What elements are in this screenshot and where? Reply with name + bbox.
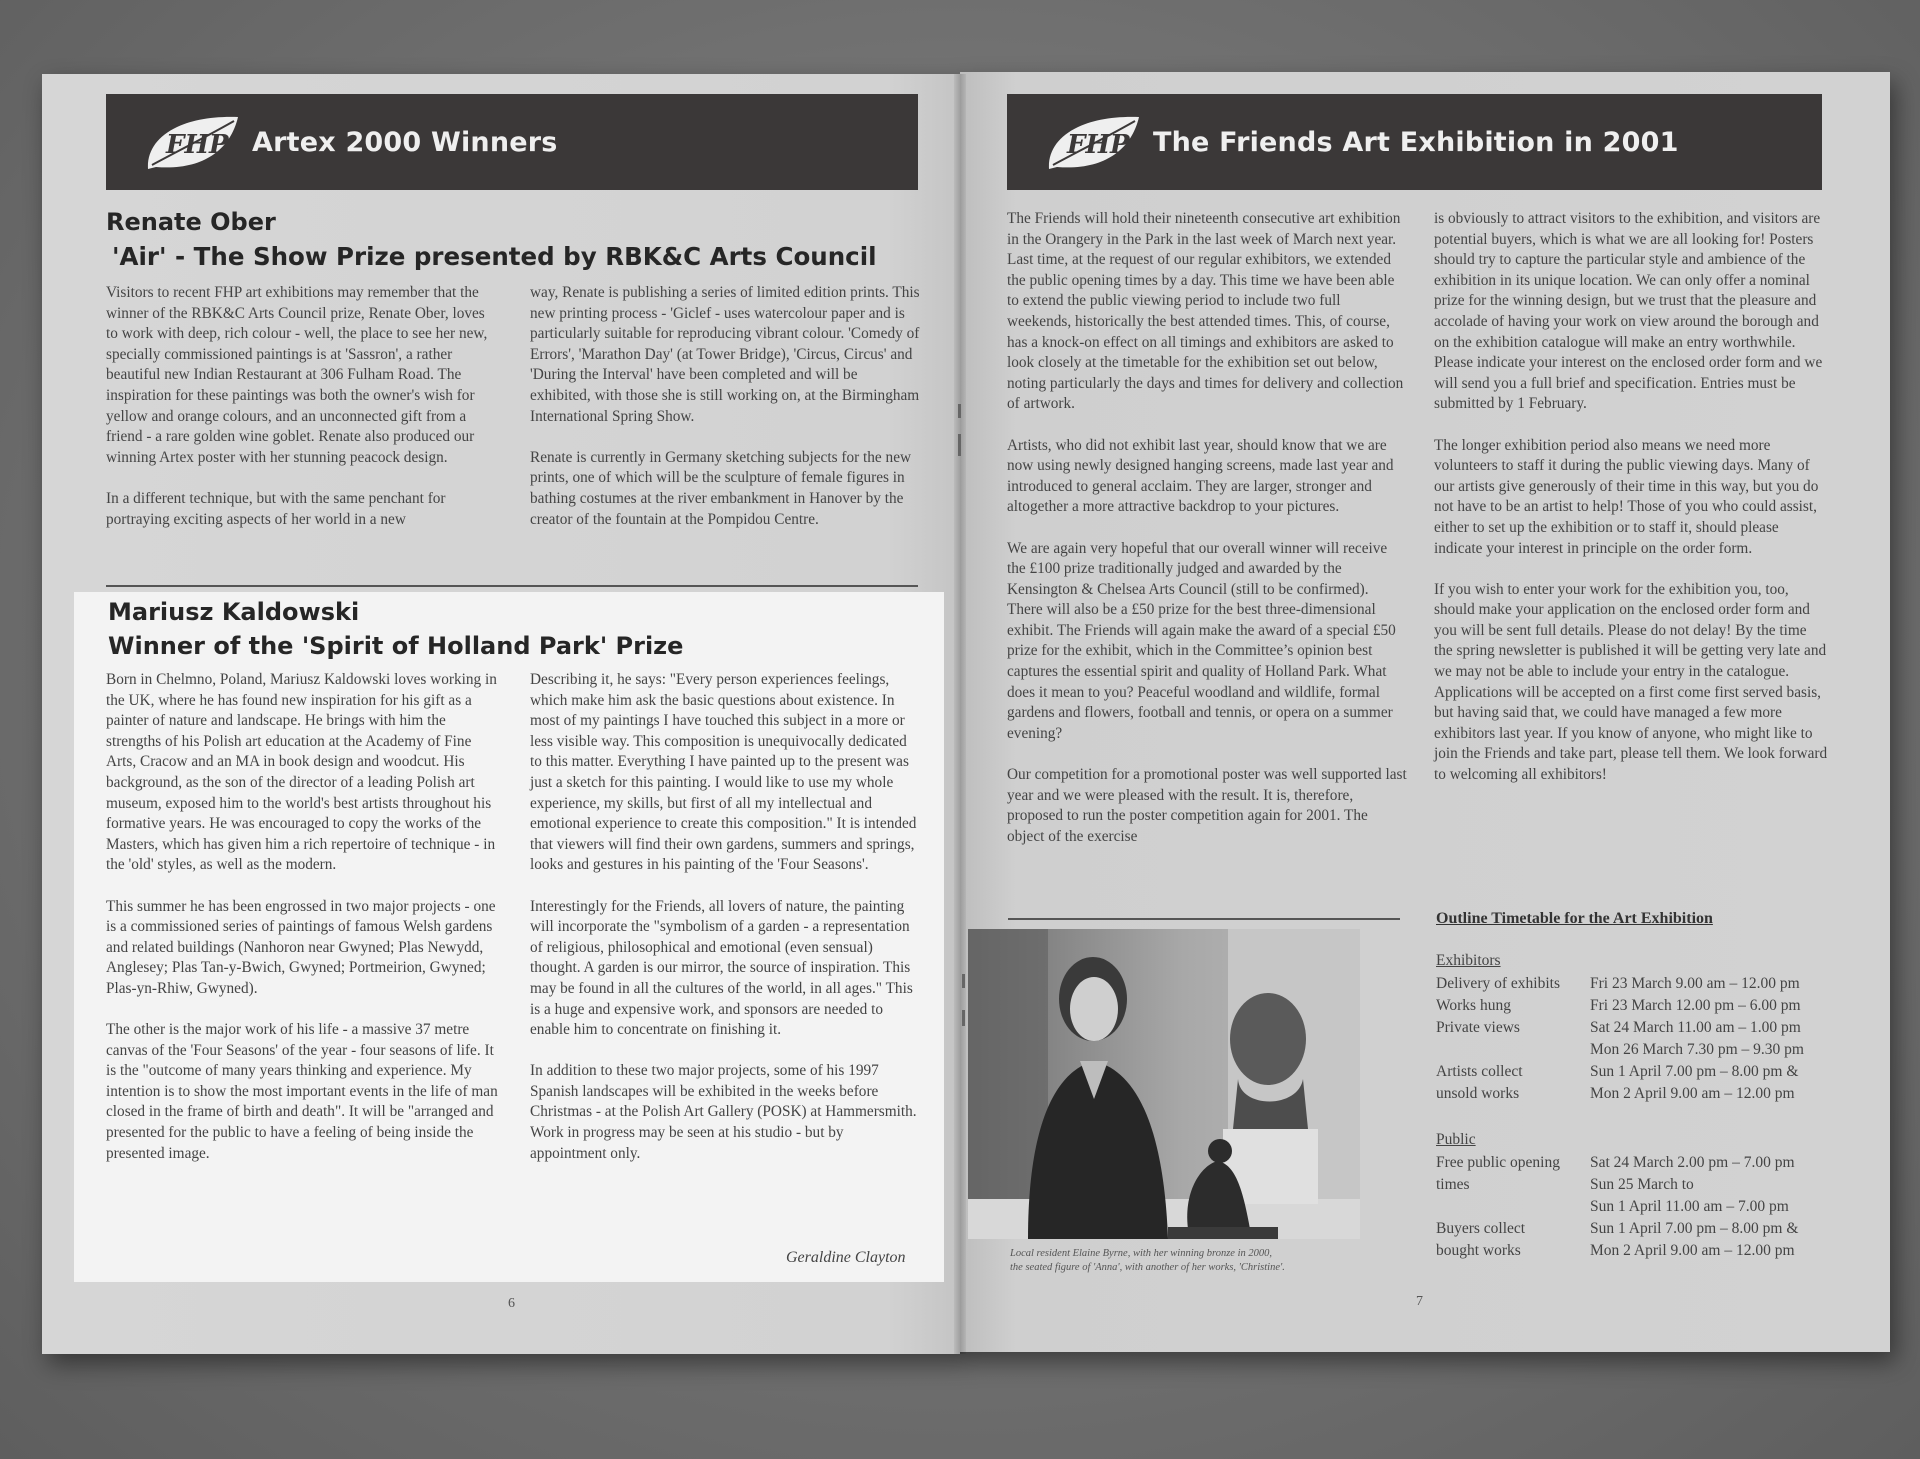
- timetable-label: Artists collect: [1436, 1063, 1523, 1080]
- paragraph: Our competition for a promotional poster was well supported last year and we were pleased with the result. It is, therefore, proposed to run the poster competition again for 2001. The object of the exercise: [1007, 766, 1407, 845]
- timetable-row: [1436, 995, 1836, 1017]
- timetable-label: unsold works: [1436, 1085, 1520, 1102]
- article-name: Renate Ober: [106, 208, 276, 236]
- timetable-row: [1436, 1083, 1836, 1105]
- page-number: 6: [508, 1296, 515, 1311]
- timetable-time: Sun 1 April 7.00 pm – 8.00 pm &: [1590, 1063, 1799, 1080]
- paragraph: Visitors to recent FHP art exhibitions may remember that the winner of the RBK&C Arts Council prize, Renate Ober, loves to work with deep, rich colour - well, the place to see her new, specially commissioned paintings is at 'Sassron', a rather beautiful new Indian Restaurant at 306 Fulham Road. The inspiration for these paintings was both the owner's wish for yellow and orange colours, and an unconnected gift from a friend - a rare golden wine goblet. Renate also produced our winning Artex poster with her stunning peacock design.: [106, 284, 488, 466]
- article-subtitle: Winner of the 'Spirit of Holland Park' Prize: [108, 632, 684, 660]
- fhp-leaf-logo-icon: [1037, 107, 1147, 177]
- logo-text: FHP: [166, 130, 229, 160]
- binding-staple-mark: [962, 974, 965, 988]
- logo-text: FHP: [1067, 130, 1130, 160]
- paragraph: In addition to these two major projects, some of his 1997 Spanish landscapes will be exhibited in the weeks before Christmas - at the Polish Art Gallery (POSK) at Hammersmith. Work in progress may be seen at his studio - but by appointment only.: [530, 1062, 917, 1162]
- timetable-time: Sun 25 March to: [1590, 1176, 1694, 1193]
- left-banner: [106, 94, 918, 190]
- timetable-section-exhibitors: Exhibitors: [1436, 952, 1501, 969]
- timetable-time: Sun 1 April 7.00 pm – 8.00 pm &: [1590, 1220, 1799, 1237]
- page-number: 7: [1416, 1294, 1423, 1309]
- divider-rule: [106, 585, 918, 587]
- timetable-row: [1436, 973, 1836, 995]
- paragraph: Interestingly for the Friends, all lovers of nature, the painting will incorporate the "symbolism of a garden - a representation of religious, philosophical and emotional (even sensual) thought. A garden is our mirror, the source of inspiration. This may be found in all the cultures of the world, in all ages." This is a huge and expensive work, and sponsors are needed to enable him to concentrate on finishing it.: [530, 897, 913, 1039]
- divider-rule: [1008, 918, 1400, 920]
- timetable-section-public: Public: [1436, 1131, 1476, 1148]
- paragraph: The Friends will hold their nineteenth consecutive art exhibition in the Orangery in the Park in the last week of March next year. Last time, at the request of our regular exhibitors, we extended the public opening times by a day. This time we have been able to extend the public viewing period to include two full weekends, historically the best attended times. This, of course, has a knock-on effect on all timings and exhibitors are asked to look closely at the timetable for the exhibition set out below, noting particularly the days and times for delivery and collection of artwork.: [1007, 210, 1404, 413]
- fhp-leaf-logo-icon: [136, 107, 246, 177]
- timetable-time: Mon 26 March 7.30 pm – 9.30 pm: [1590, 1041, 1804, 1058]
- article-name: Mariusz Kaldowski: [108, 598, 360, 626]
- photo-caption-line: the seated figure of 'Anna', with another of her works, 'Christine'.: [1010, 1262, 1285, 1273]
- author-signature: Geraldine Clayton: [786, 1249, 906, 1266]
- timetable-title: Outline Timetable for the Art Exhibition: [1436, 910, 1713, 927]
- paragraph: The other is the major work of his life - a massive 37 metre canvas of the 'Four Seasons' of the year - four seasons of life. It is the "outcome of many years thinking and experience. My intention is to show the most important events in the life of man closed in the frame of birth and death". It will be "arranged and presented for the public to have a feeling of being inside the presented image.: [106, 1021, 498, 1162]
- timetable-row: [1436, 1152, 1836, 1174]
- right-column-1: [1007, 209, 1407, 847]
- right-column-2: [1434, 209, 1828, 786]
- timetable-time: Mon 2 April 9.00 am – 12.00 pm: [1590, 1242, 1795, 1259]
- paragraph: If you wish to enter your work for the exhibition you, too, should make your application on the enclosed order form and you will be sent full details. Please do not delay! By the time the spring newsletter is published it will be getting very late and we may not be able to include your entry in the catalogue. Applications will be accepted on a first come first served basis, but having said that, we could have managed a few more exhibitors last year. If you know of anyone, who might like to join the Friends and take part, please tell them. We look forward to welcoming all exhibitors!: [1434, 580, 1828, 784]
- paragraph: In a different technique, but with the same penchant for portraying exciting aspects of her world in a new: [106, 489, 446, 528]
- timetable-label: Buyers collect: [1436, 1220, 1526, 1237]
- paragraph: Artists, who did not exhibit last year, should know that we are now using newly designed hanging screens, made last year and introduced to general acclaim. They are larger, stronger and altogether a more attractive backdrop to your pictures.: [1007, 436, 1394, 516]
- timetable-label: times: [1436, 1176, 1470, 1193]
- timetable-row: [1436, 1039, 1836, 1061]
- timetable-label: Works hung: [1436, 997, 1511, 1014]
- binding-staple-mark: [958, 404, 961, 418]
- banner-title: The Friends Art Exhibition in 2001: [1153, 126, 1679, 158]
- timetable-time: Sat 24 March 2.00 pm – 7.00 pm: [1590, 1154, 1795, 1171]
- timetable-label: Free public opening: [1436, 1154, 1560, 1171]
- timetable-row: [1436, 1061, 1836, 1083]
- paragraph: Describing it, he says: "Every person experiences feelings, which make him ask the basic questions about existence. In most of my paintings I have touched this subject in a more or less visible way. This composition is unequivocally dedicated to this matter. Everything I have painted up to the present was just a sketch for this painting. I would like to use my whole experience, my skills, but first of all my intellectual and emotional experience to create this composition." It is intended that viewers will find their own gardens, summers and springs, looks and gestures in his painting of the 'Four Seasons'.: [530, 671, 917, 874]
- photo-caption-line: Local resident Elaine Byrne, with her winning bronze in 2000,: [1010, 1248, 1272, 1259]
- timetable-time: Sun 1 April 11.00 am – 7.00 pm: [1590, 1198, 1789, 1215]
- timetable-label: bought works: [1436, 1242, 1521, 1259]
- article-subtitle: 'Air' - The Show Prize presented by RBK&C Arts Council: [112, 242, 877, 271]
- timetable-time: Fri 23 March 9.00 am – 12.00 pm: [1590, 975, 1800, 992]
- article1-column-2: [530, 283, 922, 530]
- timetable-time: Fri 23 March 12.00 pm – 6.00 pm: [1590, 997, 1801, 1014]
- timetable-row: [1436, 1240, 1836, 1262]
- paragraph: is obviously to attract visitors to the exhibition, and visitors are potential buyers, which is what we are all looking for! Posters should try to capture the particular style and ambience of the exhibition in its unique location. We can only offer a nominal prize for the winning design, but we trust that the pleasure and accolade of having your work on view around the borough and on the exhibition catalogue will make an entry worthwhile. Please indicate your interest on the enclosed order form and we will send you a full brief and specification. Entries must be submitted by 1 February.: [1434, 210, 1823, 413]
- paragraph: We are again very hopeful that our overall winner will receive the £100 prize traditionally judged and awarded by the Kensington & Chelsea Arts Council (still to be confirmed). There will also be a £50 prize for the best three-dimensional exhibit. The Friends will again make the award of a special £50 prize for the exhibit, which in the Committee’s opinion best captures the essential spirit and quality of Holland Park. What does it mean to you? Peaceful woodland and wildlife, formal gardens and flowers, football and tennis, or opera on a summer evening?: [1007, 539, 1396, 742]
- banner-title: Artex 2000 Winners: [252, 126, 558, 158]
- timetable-row: [1436, 1017, 1836, 1039]
- paragraph: way, Renate is publishing a series of limited edition prints. This new printing process - 'Giclef - uses watercolour paper and is particularly suitable for reproducing vibrant colour. 'Comedy of Errors', 'Marathon Day' (at Tower Bridge), 'Circus, Circus' and 'During the Interval' have been completed and will be exhibited, with those she is still working on, at the Birmingham International Spring Show.: [530, 284, 920, 425]
- timetable-time: Sat 24 March 11.00 am – 1.00 pm: [1590, 1019, 1801, 1036]
- timetable-label: Private views: [1436, 1019, 1520, 1036]
- paragraph: Born in Chelmno, Poland, Mariusz Kaldowski loves working in the UK, where he has found new inspiration for his gift as a painter of nature and landscape. He brings with him the strengths of his Polish art education at the Academy of Fine Arts, Cracow and an MA in book design and woodcut. His background, as the son of the director of a leading Polish art museum, exposed him to the world's best artists throughout his formative years. He was encouraged to copy the works of the Masters, which has given him a rich repertoire of technique - in the 'old' styles, as well as the modern.: [106, 671, 497, 874]
- photo-caption: [1010, 1247, 1390, 1275]
- paragraph: Renate is currently in Germany sketching subjects for the new prints, one of which will be the sculpture of female figures in bathing costumes at the river embankment in Hanover by the creator of the fountain at the Pompidou Centre.: [530, 448, 912, 528]
- binding-staple-mark: [958, 434, 961, 456]
- binding-staple-mark: [962, 1010, 965, 1026]
- right-banner: [1007, 94, 1822, 190]
- paragraph: This summer he has been engrossed in two major projects - one is a commissioned series of paintings of famous Welsh gardens and related buildings (Nanhoron near Gwyned; Plas Newydd, Anglesey; Plas Tan-y-Bwich, Gwyned; Portmeirion, Gwyned; Plas-yn-Rhiw, Gwyned).: [106, 897, 496, 997]
- paragraph: The longer exhibition period also means we need more volunteers to staff it during the public viewing days. Many of our artists give generously of their time in this way, but you do not have to be an artist to help! Those of you who could assist, either to set up the exhibition or to staff it, should please indicate your interest in principle on the order form.: [1434, 436, 1819, 557]
- timetable-label: Delivery of exhibits: [1436, 975, 1560, 992]
- article1-column-1: [106, 283, 498, 530]
- timetable-row: [1436, 1174, 1836, 1196]
- timetable-row: [1436, 1196, 1836, 1218]
- exhibition-photo: [968, 929, 1360, 1239]
- article2-column-1: [106, 670, 498, 1164]
- timetable-time: Mon 2 April 9.00 am – 12.00 pm: [1590, 1085, 1795, 1102]
- binding-gutter: [954, 74, 966, 1354]
- article2-column-2: [530, 670, 922, 1164]
- photo-illustration: [968, 929, 1360, 1239]
- timetable-row: [1436, 1218, 1836, 1240]
